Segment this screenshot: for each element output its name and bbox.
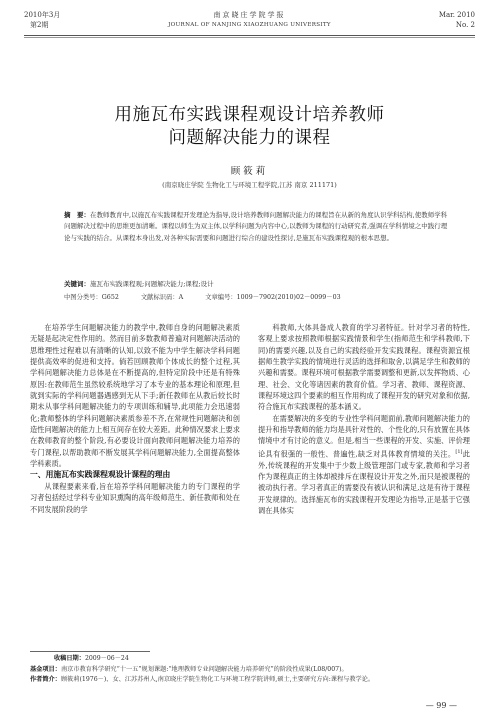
article-title	[24, 104, 475, 150]
received-date	[30, 654, 469, 665]
paragraph-text-cont: 此外,传统课程的开发集中于少数上级管理部门或专家,教师和学习者作为课程真正的主体却被排斥在课程设计开发之外,而只是被课程的被动执行者。学习者真正的需要没有被认识和满足,这是有待于课程开发规律的。选择施瓦布的实践课程开发理论为指导,正是基于它强调在具体实	[258, 449, 470, 515]
keywords	[64, 279, 451, 288]
paragraph	[258, 413, 470, 516]
article-number: 文章编号：1009－7902(2010)02－0099－03	[205, 294, 341, 301]
issue-date: 2010年3月	[24, 11, 61, 19]
paragraph: 从课程要素来看,旨在培养学科问题解决能力的专门课程的学习者包括经过学科专业知识熏陶的高年级师范生、新任教师和处在不同发展阶段的学	[30, 481, 240, 514]
section-heading: 一、用施瓦布实践课程观设计课程的理由	[30, 470, 171, 480]
header-rule-thin	[24, 37, 475, 38]
body-column-left	[30, 322, 240, 515]
header-rule	[24, 35, 475, 36]
footnote-rule	[30, 651, 150, 652]
citation-ref: [1]	[455, 448, 463, 455]
title-line-2: 问题解决能力的课程	[168, 128, 331, 148]
issue-number-en: No. 2	[455, 21, 475, 29]
author-affiliation: (南京晓庄学院 生物化工与环境工程学院,江苏 南京 211171)	[162, 181, 337, 189]
header-left	[24, 10, 60, 30]
body-column-right	[258, 322, 470, 516]
received-value: 2009－06－24	[84, 655, 129, 662]
page-number: — 99 —	[425, 701, 457, 710]
header-center	[110, 10, 389, 30]
received-label: 收稿日期：	[54, 655, 85, 662]
journal-name-en: JOURNAL OF NANJING XIAOZHUANG UNIVERSITY	[168, 22, 331, 28]
keywords-label: 关键词：	[64, 280, 90, 288]
paragraph: 在培养学生问题解决能力的教学中,教师自身的问题解决素质无疑是起决定性作用的。然而目前多数教师普遍对问题解决活动的思维理性过程难以有清晰的认知,以致不能为中学生解决学科问题提供高效率的促进和支持。倘若回顾教师个体成长的整个过程,其学科问题解决能力总体是在不断提高的,但特定阶段中还是有特殊原因:在教师范生虽然较系统地学习了本专业的基本理论和原理,但就到实际的学科问题器遇感到无从下手;新任教师在从教后较长时期未从事学科问题解决能力的专项训练和辅导,此项能力会迅速弱化;教师整体的学科问题解决素质参差不齐,在常规性问题解决和创造性问题解决的能力上相互间存在较大差距。此种情况要求上要求在教师教育的整个阶段,有必要设计面向教师问题解决能力培养的专门课程,以帮助教师不断发展其学科问题解决能力,全面提高整体学科素质。	[30, 323, 240, 469]
paragraph: 科教师,大体具备成人教育的学习者特征。针对学习者的特性,客观上要求按照教师根据实践情景和学生(指师范生和学科教师,下同)的需要兴趣,以及自己的实践经验开发实践课程。课程资源宜根据师生教学实践的情境进行灵活的选择和取舍,以满足学生和教师的兴趣和需要。课程环境可根据教学需要调整和更新,以发挥物质、心理、社会、文化等诸因素的教育价值。学习者、教师、课程资源、课程环境这四个要素的相互作用构成了课程开发的研究对象和依据,符合施瓦布实践课程的基本涵义。	[258, 323, 470, 412]
title-line-1: 用施瓦布实践课程观设计培养教师	[114, 105, 385, 125]
author-bio-label: 作者简介：	[30, 676, 61, 684]
fund-value: 南京市教育科学研究“十一五”规划课题:“地理教师专业问题解决能力培养研究”的阶段性成果(L08/007)。	[60, 665, 348, 673]
fund-note	[30, 665, 469, 676]
classification-line	[64, 292, 451, 301]
abstract-text: 在教师教育中,以施瓦布实践课程开发理论为指导,设计培养教师问题解决能力的课程旨在从新的角度认识学科结构,使教师学科问题解决过程中的思维更加清晰。课程以师生为双主体,以学科问题为内容中心,以教师为课程的行动研究者,强调在学科情境之中践行理论与实践的结合。从课程本身出发,对各种实际需要和问题进行综合的建设性探讨,是施瓦布实践课程观的根本思想。	[64, 211, 448, 242]
header-right	[439, 10, 475, 30]
abstract	[64, 210, 451, 244]
footnotes	[30, 654, 469, 686]
author-name: 顾筱莉	[230, 166, 269, 177]
author-bio	[30, 675, 469, 686]
issue-date-en: Mar. 2010	[438, 11, 475, 19]
abstract-label: 摘 要：	[64, 211, 90, 219]
clc-number: 中图分类号：G652	[64, 294, 119, 301]
issue-number: 第2期	[30, 21, 49, 29]
journal-name-cn: 南京晓庄学院学报	[213, 11, 286, 19]
keywords-text: 施瓦布实践课程观;问题解决能力;课程;设计	[90, 280, 214, 288]
fund-label: 基金项目：	[30, 665, 61, 673]
document-code: 文献标识码：A	[140, 294, 184, 301]
author-bio-value: 顾筱莉(1976－)、女、江苏苏州人,南京晓庄学院生物化工与环境工程学院讲师,硕士,主要研究方向:课程与教学论。	[60, 676, 375, 684]
paragraph-text: 在需要解决的多变的专业性学科问题面前,教师问题解决能力的提升和指导教师的能力均是具针对性的、个性化的,只有放置在具体情境中才有讨论的意义。但是,相当一些课程的开发、实施、评价理论具有很强的一般性、普遍性,缺乏对具体教育情境的关注。	[258, 413, 470, 459]
